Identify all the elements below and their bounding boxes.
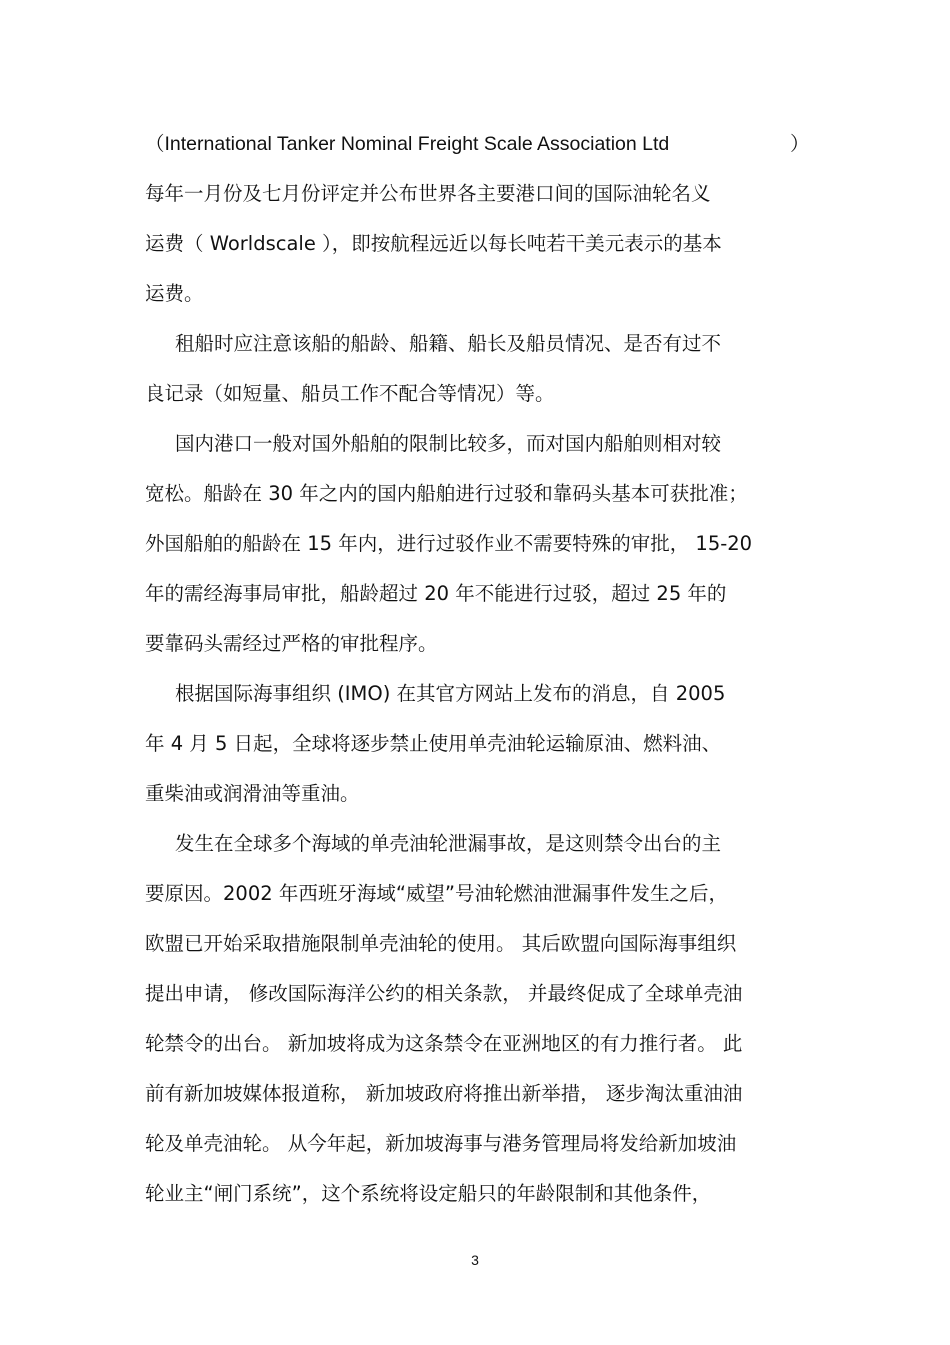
paragraph-first-line: 租船时应注意该船的船龄、船籍、船长及船员情况、是否有过不 xyxy=(175,332,722,355)
text-line: 要靠码头需经过严格的审批程序。 xyxy=(145,632,438,655)
text-line: 每年一月份及七月份评定并公布世界各主要港口间的国际油轮名义 xyxy=(145,182,711,205)
text-line: 宽松。船龄在 30 年之内的国内船舶进行过驳和靠码头基本可获批准； xyxy=(145,482,748,505)
closing-parenthesis: ） xyxy=(790,132,810,155)
text-line: 轮及单壳油轮。 从今年起，新加坡海事与港务管理局将发给新加坡油 xyxy=(145,1132,737,1155)
paragraph-first-line: 根据国际海事组织 (IMO) 在其官方网站上发布的消息，自 2005 xyxy=(175,682,726,705)
text-line: 要原因。2002 年西班牙海域“威望”号油轮燃油泄漏事件发生之后， xyxy=(145,882,729,905)
text-line: 轮禁令的出台。 新加坡将成为这条禁令在亚洲地区的有力推行者。 此 xyxy=(145,1032,743,1055)
text-line: 年的需经海事局审批，船龄超过 20 年不能进行过驳，超过 25 年的 xyxy=(145,582,727,605)
text-line: 轮业主“闸门系统”，这个系统将设定船只的年龄限制和其他条件， xyxy=(145,1182,712,1205)
text-line: 欧盟已开始采取措施限制单壳油轮的使用。 其后欧盟向国际海事组织 xyxy=(145,932,737,955)
text-line: 提出申请， 修改国际海洋公约的相关条款， 并最终促成了全球单壳油 xyxy=(145,982,743,1005)
text-line: 年 4 月 5 日起，全球将逐步禁止使用单壳油轮运输原油、燃料油、 xyxy=(145,732,722,755)
text-line: （International Tanker Nominal Freight Scale Association Ltd xyxy=(145,133,670,155)
text-line: 前有新加坡媒体报道称， 新加坡政府将推出新举措， 逐步淘汰重油油 xyxy=(145,1082,743,1105)
paragraph-first-line: 发生在全球多个海域的单壳油轮泄漏事故，是这则禁令出台的主 xyxy=(175,832,722,855)
text-line: 良记录（如短量、船员工作不配合等情况）等。 xyxy=(145,382,555,405)
text-line: 运费（ Worldscale ），即按航程远近以每长吨若干美元表示的基本 xyxy=(145,232,722,255)
text-line: 重柴油或润滑油等重油。 xyxy=(145,782,360,805)
text-line: 运费。 xyxy=(145,282,204,305)
text-line: 外国船舶的船龄在 15 年内，进行过驳作业不需要特殊的审批， 15-20 xyxy=(145,532,753,555)
page-number: 3 xyxy=(471,1252,479,1268)
paragraph-first-line: 国内港口一般对国外船舶的限制比较多，而对国内船舶则相对较 xyxy=(175,432,722,455)
